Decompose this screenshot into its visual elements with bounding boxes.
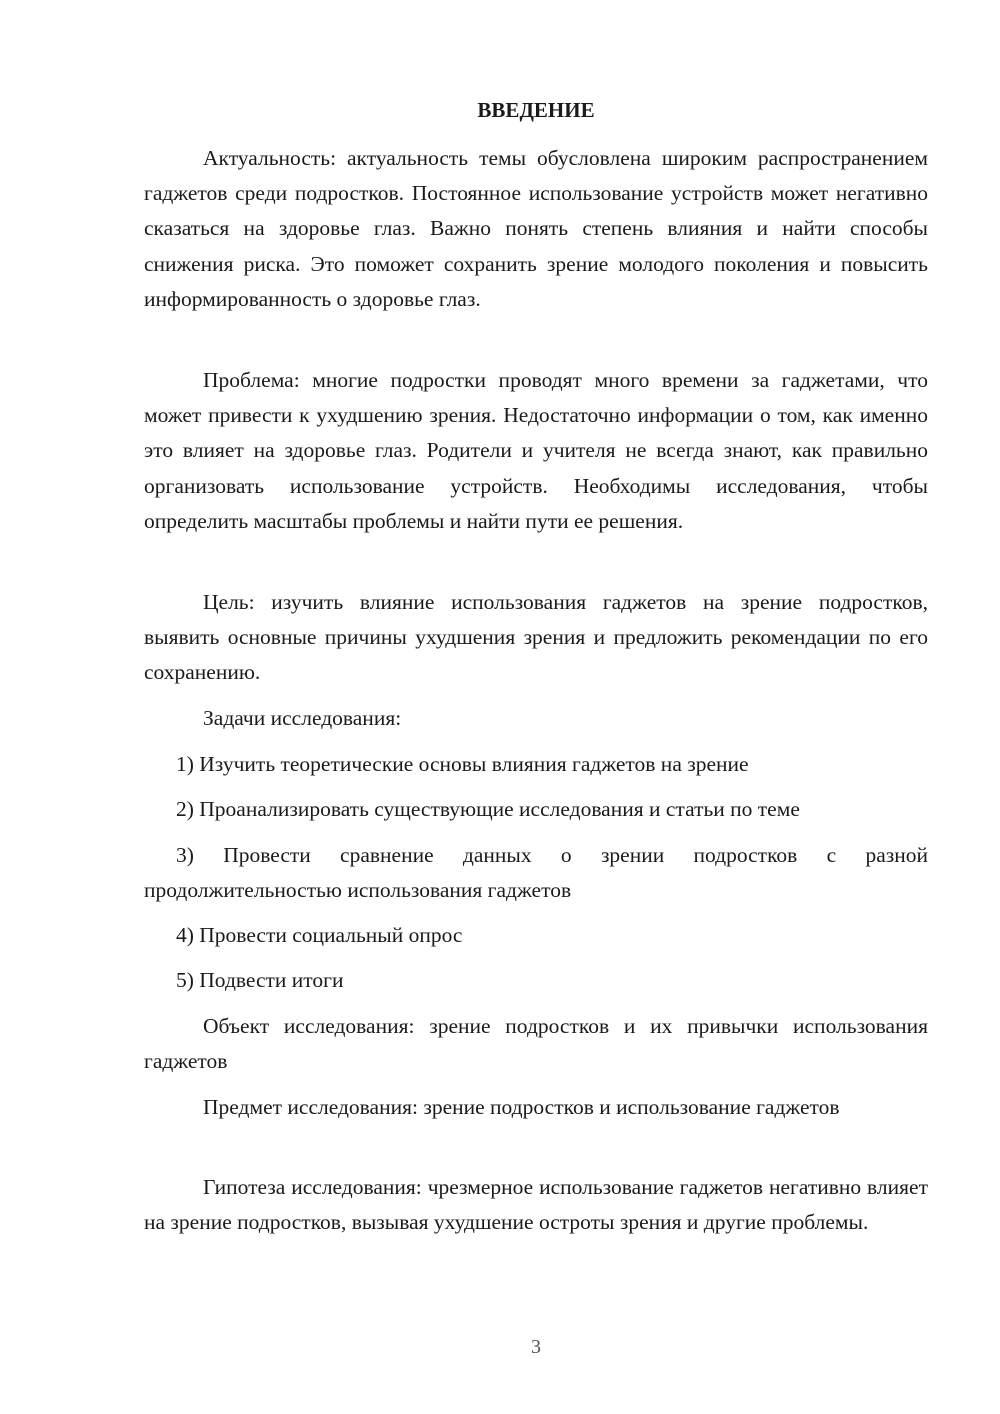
paragraph-problem: Проблема: многие подростки проводят много времени за гаджетами, что может привести к ухудшению зрения. Недостаточно информации о том, как именно это влияет на здоровье глаз. Родители и учителя не всегда знают, как правильно организовать использование устройств. Необходимы исследования, чтобы определить масштабы проблемы и найти пути ее решения.: [144, 368, 928, 533]
task-item-1: 1) Изучить теоретические основы влияния гаджетов на зрение: [176, 752, 749, 776]
task-item-2: 2) Проанализировать существующие исследования и статьи по теме: [176, 797, 800, 821]
paragraph-goal: Цель: изучить влияние использования гаджетов на зрение подростков, выявить основные причины ухудшения зрения и предложить рекомендации по его сохранению.: [144, 590, 928, 685]
page-number: 3: [531, 1336, 541, 1358]
paragraph-relevance: Актуальность: актуальность темы обусловлена широким распространением гаджетов среди подростков. Постоянное использование устройств может негативно сказаться на здоровье глаз. Важно понять степень влияния и найти способы снижения риска. Это поможет сохранить зрение молодого поколения и повысить информированность о здоровье глаз.: [144, 146, 928, 311]
task-item-5: 5) Подвести итоги: [176, 968, 344, 992]
page-title: ВВЕДЕНИЕ: [477, 98, 595, 122]
task-item-3: 3) Провести сравнение данных о зрении подростков с разной продолжительностью использования гаджетов: [144, 843, 928, 903]
paragraph-object: Объект исследования: зрение подростков и их привычки использования гаджетов: [144, 1014, 928, 1074]
paragraph-hypothesis: Гипотеза исследования: чрезмерное использование гаджетов негативно влияет на зрение подростков, вызывая ухудшение остроты зрения и другие проблемы.: [144, 1175, 928, 1235]
task-item-4: 4) Провести социальный опрос: [176, 923, 463, 947]
tasks-heading: Задачи исследования:: [203, 706, 402, 730]
paragraph-subject: Предмет исследования: зрение подростков и использование гаджетов: [203, 1095, 840, 1119]
